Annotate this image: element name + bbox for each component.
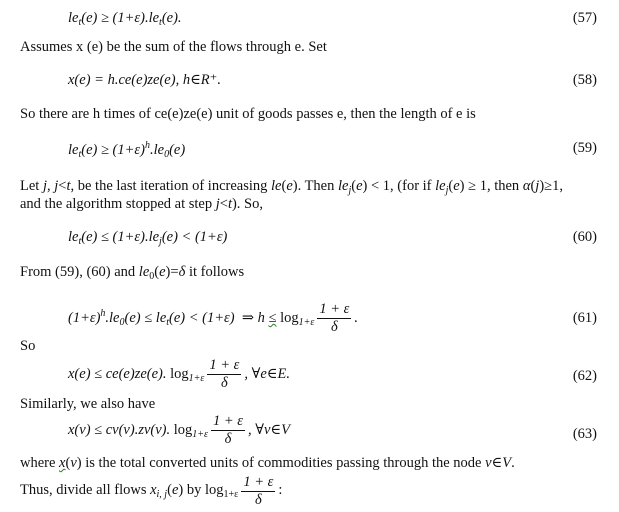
fraction-final: $\frac{1 + \varepsilon}{\delta}$ [243, 474, 274, 508]
equation-62-number: (62) [572, 368, 597, 384]
paragraph-1: Assumes x (e) be the sum of the flows through e. Set [20, 39, 327, 55]
paragraph-2: So there are h times of ce(e)ze(e) unit of goods passes e, then the length of e is [20, 106, 476, 122]
equation-61-number: (61) [572, 310, 597, 326]
paragraph-8: Thus, divide all flows $x_{i, j}(e)$ by $\log_{1+\varepsilon}$ $\frac{1 + \varepsilon}{\delta}$ : [20, 474, 283, 508]
paragraph-6: Similarly, we also have [20, 396, 156, 412]
equation-60-number: (60) [572, 229, 597, 245]
equation-58-number: (58) [572, 72, 597, 88]
equation-62-text: x(e) ≤ ce(e)ze(e). $\log_{1+\varepsilon}$ $\frac{1 + \varepsilon}{\delta}$ , ∀e∈E. [68, 357, 291, 391]
fraction-61: $\frac{1 + \varepsilon}{\delta}$ [319, 301, 350, 335]
paragraph-5: So [20, 338, 36, 354]
equation-63-number: (63) [572, 426, 597, 442]
paragraph-3-cont: and the algorithm stopped at step j<t). So, [20, 196, 263, 212]
fraction-63: $\frac{1 + \varepsilon}{\delta}$ [212, 413, 243, 447]
fraction-62: $\frac{1 + \varepsilon}{\delta}$ [209, 357, 240, 391]
equation-59-text: $le_t(e) \ge (1+\varepsilon)^h.le_0(e)$ [68, 140, 186, 160]
equation-63-text: x(v) ≤ cv(v).zv(v). $\log_{1+\varepsilon}$ $\frac{1 + \varepsilon}{\delta}$ , ∀v∈V [68, 413, 291, 447]
paragraph-7: where x(v) is the total converted units of commodities passing through the node v∈V. [20, 455, 515, 471]
equation-57-text: $le_t(e) \ge (1+\varepsilon).le_t(e)$. [68, 10, 182, 28]
paragraph-3: Let j, j<t, be the last iteration of increasing le(e). Then $le_j(e) < 1$, (for if $le_j(e) \ge 1$, then α(j)≥1, [20, 178, 563, 196]
equation-61-text: $(1+\varepsilon)^h.le_0(e) \le le_t(e) < (1+\varepsilon)$ ⇒ $h \le \log_{1+\varepsilon}$ $\frac{1 + \varepsilon}{\delta}$ . [68, 301, 358, 335]
paragraph-4: From (59), (60) and $le_0(e)=\delta$ it follows [20, 264, 245, 282]
equation-57-number: (57) [572, 10, 597, 26]
equation-60-text: $le_t(e) \le (1+\varepsilon).le_j(e) < (1+\varepsilon)$ [68, 229, 228, 247]
equation-58-text: x(e) = h.ce(e)ze(e), h∈R⁺. [68, 72, 221, 88]
equation-59-number: (59) [572, 140, 597, 156]
